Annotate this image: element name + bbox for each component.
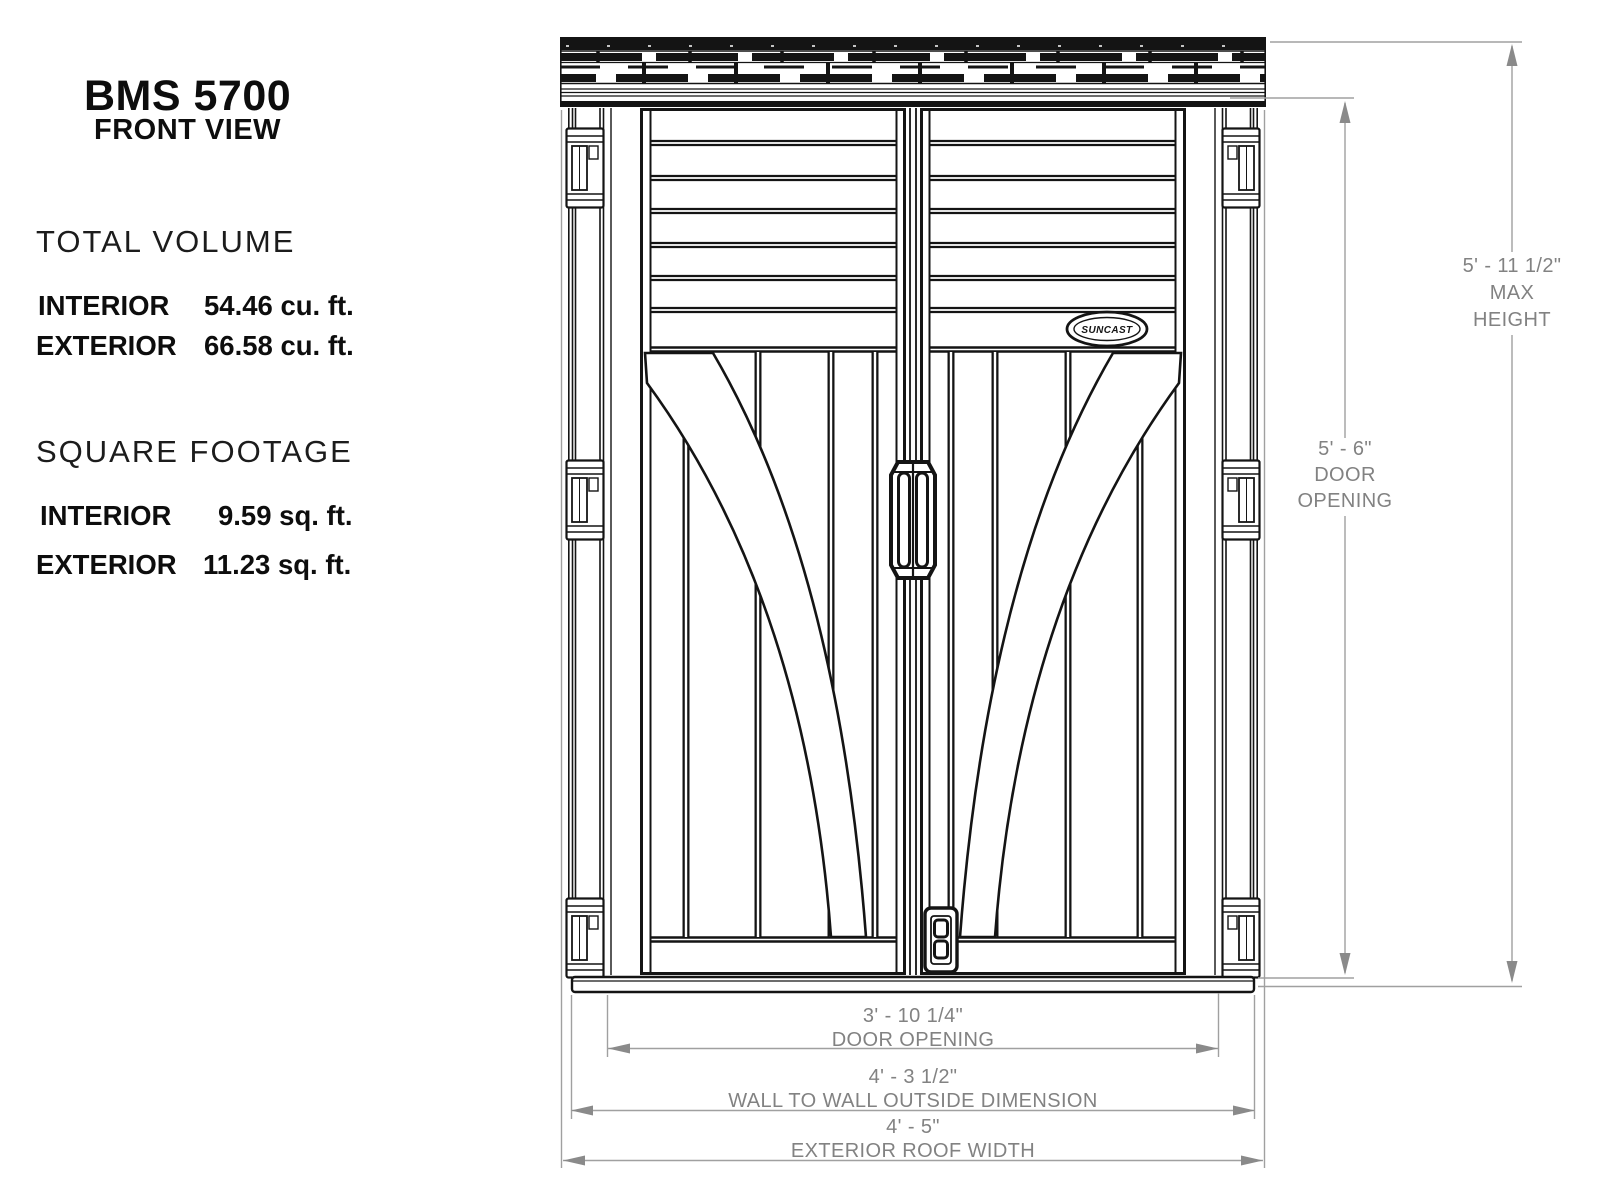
roof-width-value: 4' - 5"	[886, 1116, 940, 1138]
footage-exterior-value: 11.23 sq. ft.	[203, 549, 352, 580]
volume-interior-value: 54.46 cu. ft.	[204, 290, 354, 321]
door-height-value: 5' - 6"	[1318, 438, 1372, 460]
dim-exterior-roof-width	[791, 1116, 1035, 1162]
roof-bottom-edge	[560, 101, 1266, 107]
dim-door-opening-width	[832, 1005, 995, 1051]
roof-cap-band	[560, 37, 1266, 50]
max-height-label-2: HEIGHT	[1473, 309, 1551, 331]
dim-wall-to-wall	[728, 1066, 1097, 1112]
roof	[560, 37, 1266, 107]
wall-to-wall-value: 4' - 3 1/2"	[868, 1066, 958, 1088]
page-subtitle: FRONT VIEW	[94, 114, 282, 146]
left-pilaster	[566, 108, 604, 978]
max-height-value: 5' - 11 1/2"	[1462, 255, 1562, 277]
right-door	[922, 110, 1185, 974]
hinge-icon	[1222, 129, 1260, 208]
hinge-icon	[566, 129, 604, 208]
hinge-icon	[1222, 899, 1260, 978]
hinge-icon	[1222, 461, 1260, 540]
volume-exterior-value: 66.58 cu. ft.	[204, 330, 354, 361]
base-platform	[572, 977, 1254, 992]
door-latch-icon	[925, 908, 957, 972]
dim-max-height	[1463, 255, 1562, 331]
door-width-value: 3' - 10 1/4"	[862, 1005, 964, 1027]
door-height-label-1: DOOR	[1314, 464, 1376, 486]
volume-exterior-label: EXTERIOR	[36, 330, 177, 361]
max-height-label-1: MAX	[1489, 282, 1535, 304]
roof-width-label: EXTERIOR ROOF WIDTH	[790, 1140, 1036, 1162]
door-height-label-2: OPENING	[1297, 490, 1393, 512]
left-door	[642, 110, 905, 974]
dim-door-opening-height	[1297, 438, 1392, 512]
wall-to-wall-label: WALL TO WALL OUTSIDE DIMENSION	[728, 1090, 1098, 1112]
page-title: BMS 5700	[84, 72, 292, 120]
max-height-extension-lines	[1258, 42, 1522, 987]
footage-interior-value: 9.59 sq. ft.	[218, 500, 353, 531]
volume-interior-label: INTERIOR	[38, 290, 170, 321]
suncast-logo	[1067, 312, 1147, 346]
hinge-icon	[566, 461, 604, 540]
square-footage-heading: SQUARE FOOTAGE	[36, 434, 353, 469]
logo-text: SUNCAST	[1081, 325, 1133, 336]
total-volume-heading: TOTAL VOLUME	[36, 224, 296, 259]
door-handle-icon	[891, 462, 935, 578]
footage-interior-label: INTERIOR	[40, 500, 172, 531]
hinge-icon	[566, 899, 604, 978]
footage-exterior-label: EXTERIOR	[36, 549, 177, 580]
right-pilaster	[1222, 108, 1260, 978]
door-width-label: DOOR OPENING	[831, 1029, 995, 1051]
